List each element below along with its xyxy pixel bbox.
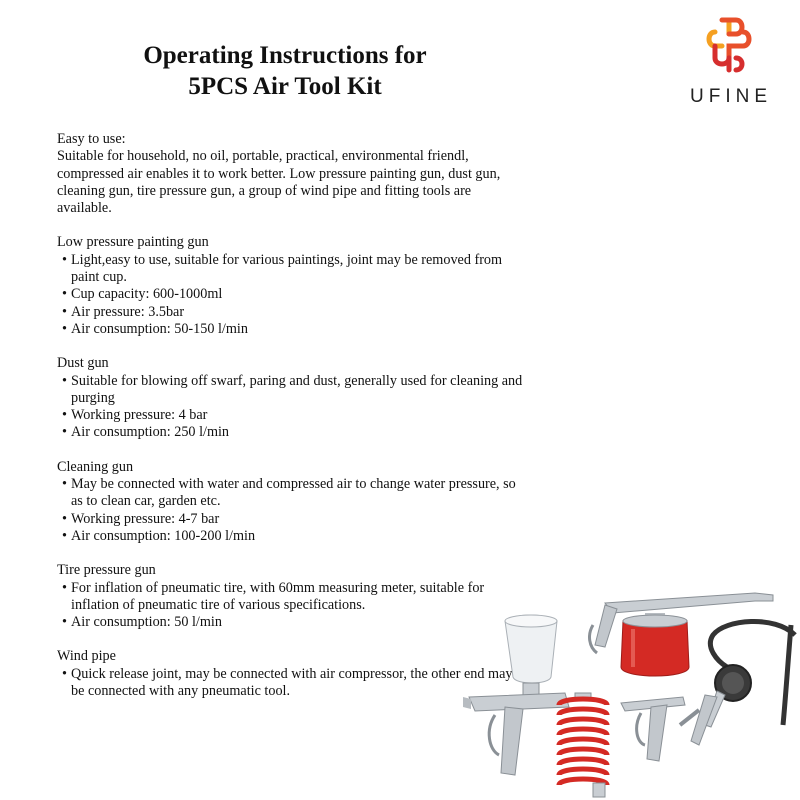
bullet-item: • Air consumption: 100-200 l/min <box>62 528 527 545</box>
section-cleaning-gun <box>57 459 527 545</box>
intro-body: Suitable for household, no oil, portable, practical, environmental friendl, compressed air enables it to work better. Low pressure painting gun, dust gun, cleaning gun, tire pressure gun, a group of wind pipe and fitting tools are available. <box>57 148 501 217</box>
bullet-item: • Cup capacity: 600-1000ml <box>62 286 527 303</box>
ufine-logo-icon <box>698 14 760 76</box>
bullet-item: • Light,easy to use, suitable for various paintings, joint may be removed from paint cup. <box>62 252 527 287</box>
dust-gun-icon <box>621 697 685 761</box>
bullet-item: • Air consumption: 50 l/min <box>62 614 527 631</box>
bullet-list <box>57 252 527 338</box>
bullet-item: • Suitable for blowing off swarf, paring and dust, generally used for cleaning and purging <box>62 373 527 408</box>
intro-section <box>57 131 527 217</box>
section-dust-gun <box>57 355 527 441</box>
intro-heading: Easy to use: <box>57 131 126 147</box>
bullet-list <box>57 373 527 442</box>
bullet-item: • Air consumption: 250 l/min <box>62 424 527 441</box>
section-heading: Tire pressure gun <box>57 562 156 579</box>
cleaning-gun-icon <box>590 593 773 676</box>
section-heading: Cleaning gun <box>57 458 134 475</box>
bullet-list <box>57 476 527 545</box>
air-tool-kit-image <box>455 585 800 800</box>
bullet-item: • Working pressure: 4-7 bar <box>62 511 527 528</box>
bullet-item: • May be connected with water and compressed air to change water pressure, so as to clean car, garden etc. <box>62 476 527 511</box>
title-line-1: Operating Instructions for <box>143 42 427 69</box>
coil-hose-icon <box>559 693 607 797</box>
bullet-item: • Air consumption: 50-150 l/min <box>62 321 527 338</box>
page-title <box>90 40 480 102</box>
bullet-item: • Air pressure: 3.5bar <box>62 304 527 321</box>
brand-logo <box>690 14 800 124</box>
section-heading: Wind pipe <box>57 648 116 665</box>
bullet-item: • For inflation of pneumatic tire, with 60mm measuring meter, suitable for inflation of pneumatic tire of various specifications. <box>62 580 527 615</box>
section-heading: Dust gun <box>57 355 109 372</box>
title-line-2: 5PCS Air Tool Kit <box>188 73 382 100</box>
paint-spray-gun-icon <box>463 615 569 775</box>
brand-name: UFINE <box>690 86 772 107</box>
tire-inflator-icon <box>680 621 795 745</box>
section-painting-gun <box>57 234 527 338</box>
section-heading: Low pressure painting gun <box>57 234 209 251</box>
bullet-item: • Quick release joint, may be connected with air compressor, the other end may be connected with any pneumatic tool. <box>62 666 527 701</box>
bullet-item: • Working pressure: 4 bar <box>62 407 527 424</box>
